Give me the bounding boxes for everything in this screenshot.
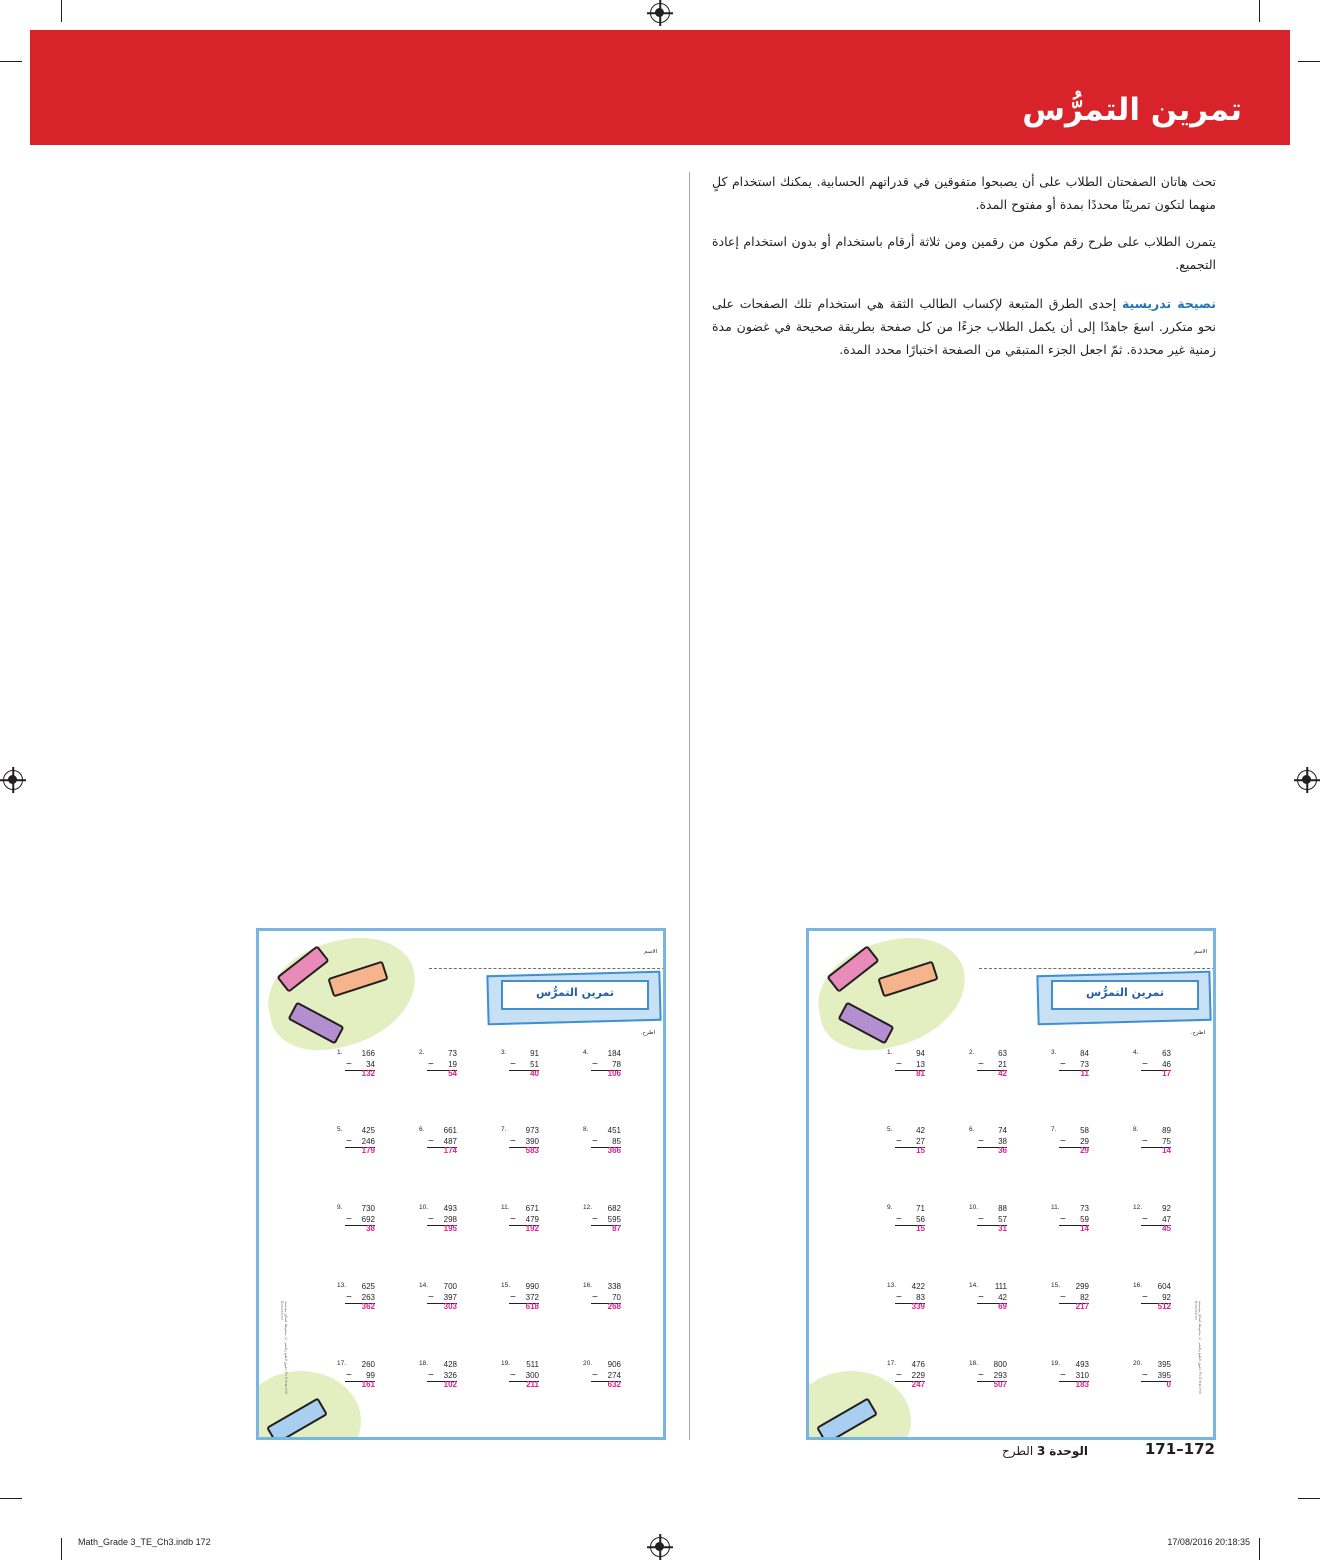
subtraction-problem	[1051, 1126, 1111, 1172]
name-line	[429, 959, 665, 969]
answer: 512	[1157, 1302, 1171, 1311]
minus-sign: −	[510, 1136, 516, 1147]
minus-sign: −	[346, 1136, 352, 1147]
minus-sign: −	[592, 1214, 598, 1225]
subtrahend: 27	[916, 1137, 925, 1146]
footer-unit-number: 3	[1037, 1444, 1046, 1458]
subtrahend: 229	[911, 1371, 925, 1380]
problem-number: 12.	[1133, 1204, 1143, 1211]
answer: 632	[607, 1380, 621, 1389]
subtrahend: 390	[525, 1137, 539, 1146]
minuend: 94	[916, 1049, 925, 1058]
minuend: 63	[998, 1049, 1007, 1058]
subtrahend: 42	[998, 1293, 1007, 1302]
footer-unit	[1002, 1444, 1088, 1458]
registration-mark-icon	[650, 3, 670, 23]
minus-sign: −	[1060, 1292, 1066, 1303]
subtraction-problem	[583, 1204, 643, 1250]
minus-sign: −	[896, 1214, 902, 1225]
subtraction-problem	[337, 1282, 397, 1328]
intro-paragraph-2: يتمرن الطلاب على طرح رقم مكون من رقمين ومن ثلاثة أرقام باستخدام أو بدون استخدام إعادة التجميع.	[712, 234, 1216, 272]
minuend: 92	[1162, 1204, 1171, 1213]
minuend: 493	[1075, 1360, 1089, 1369]
problem-number: 5.	[887, 1126, 893, 1133]
answer: 87	[612, 1224, 621, 1233]
footer-topic: الطرح	[1001, 1444, 1034, 1458]
minuend: 906	[607, 1360, 621, 1369]
answer: 40	[530, 1069, 539, 1078]
problem-number: 15.	[501, 1282, 511, 1289]
minus-sign: −	[346, 1292, 352, 1303]
minus-sign: −	[346, 1214, 352, 1225]
problem-number: 1.	[337, 1049, 343, 1056]
problem-number: 6.	[969, 1126, 975, 1133]
subtrahend: 78	[612, 1060, 621, 1069]
problem-number: 4.	[1133, 1049, 1139, 1056]
problem-number: 7.	[501, 1126, 507, 1133]
minuend: 63	[1162, 1049, 1171, 1058]
subtraction-problem	[337, 1126, 397, 1172]
intro-paragraph-1: تحث هاتان الصفحتان الطلاب على أن يصبحوا متفوقين في قدراتهم الحسابية. يمكنك استخدام كلٍ منهما لتكون تمرينًا محددًا بمدة أو مفتوح المدة.	[712, 174, 1216, 212]
problem-number: 13.	[337, 1282, 347, 1289]
subtrahend: 395	[1157, 1371, 1171, 1380]
crop-mark	[0, 1498, 22, 1499]
subtrahend: 19	[448, 1060, 457, 1069]
subtraction-problem	[969, 1126, 1029, 1172]
problem-number: 4.	[583, 1049, 589, 1056]
crop-mark	[1259, 0, 1260, 22]
minus-sign: −	[592, 1059, 598, 1070]
copyright-note: حقوق الطبع والنشر © محفوظة لصالح مؤسسة McGraw-Hill Education	[1194, 1301, 1202, 1395]
copyright-note: حقوق الطبع والنشر © محفوظة لصالح مؤسسة McGraw-Hill Education	[280, 1301, 288, 1395]
subtraction-problem	[583, 1126, 643, 1172]
minuend: 661	[443, 1126, 457, 1135]
answer: 179	[361, 1146, 375, 1155]
minus-sign: −	[1060, 1214, 1066, 1225]
subtraction-problem	[969, 1360, 1029, 1406]
problem-number: 11.	[501, 1204, 510, 1211]
subtrahend: 300	[525, 1371, 539, 1380]
subtrahend: 13	[916, 1060, 925, 1069]
minuend: 451	[607, 1126, 621, 1135]
subtrahend: 397	[443, 1293, 457, 1302]
answer: 247	[911, 1380, 925, 1389]
minus-sign: −	[896, 1059, 902, 1070]
minuend: 111	[994, 1282, 1007, 1291]
problem-number: 19.	[501, 1360, 511, 1367]
crop-mark	[1298, 1498, 1320, 1499]
subtrahend: 29	[1080, 1137, 1089, 1146]
problem-number: 10.	[969, 1204, 979, 1211]
answer: 339	[911, 1302, 925, 1311]
subtrahend: 75	[1162, 1137, 1171, 1146]
problem-number: 2.	[419, 1049, 425, 1056]
minuend: 338	[607, 1282, 621, 1291]
worksheet-title: تمرين التمرُّس	[1086, 986, 1164, 999]
subtrahend: 372	[525, 1293, 539, 1302]
answer: 14	[1080, 1224, 1089, 1233]
minus-sign: −	[978, 1136, 984, 1147]
problem-number: 3.	[1051, 1049, 1057, 1056]
answer: 15	[916, 1224, 925, 1233]
problem-number: 5.	[337, 1126, 343, 1133]
minuend: 425	[361, 1126, 375, 1135]
subtrahend: 83	[916, 1293, 925, 1302]
subtrahend: 82	[1080, 1293, 1089, 1302]
minus-sign: −	[1142, 1059, 1148, 1070]
minuend: 184	[607, 1049, 621, 1058]
subtraction-problem	[887, 1282, 947, 1328]
answer: 183	[1075, 1380, 1089, 1389]
answer: 45	[1162, 1224, 1171, 1233]
problem-number: 16.	[1133, 1282, 1143, 1289]
name-label: الاسم	[644, 949, 657, 955]
minuend: 730	[361, 1204, 375, 1213]
minuend: 973	[525, 1126, 539, 1135]
problem-number: 16.	[583, 1282, 593, 1289]
crop-mark	[0, 61, 22, 62]
subtraction-problem	[583, 1282, 643, 1328]
worksheet-thumbnail-right	[806, 928, 1216, 1440]
teaching-tip-text: إحدى الطرق المتبعة لإكساب الطالب الثقة هي استخدام تلك الصفحات على نحو متكرر. اسعَ جاهدًا إلى أن يكمل الطلاب جزءًا من كل صفحة بطريقة صحيحة في غضون مدة زمنية غير محددة. ثمّ اجعل الجزء المتبقي من الصفحة اختبارًا محدد المدة.	[712, 296, 1216, 357]
minus-sign: −	[510, 1214, 516, 1225]
minuend: 89	[1162, 1126, 1171, 1135]
subtraction-problem	[1133, 1049, 1193, 1095]
minus-sign: −	[1060, 1136, 1066, 1147]
subtraction-problem	[583, 1049, 643, 1095]
subtrahend: 34	[366, 1060, 375, 1069]
minuend: 511	[526, 1360, 539, 1369]
minus-sign: −	[428, 1214, 434, 1225]
answer: 362	[361, 1302, 375, 1311]
registration-mark-icon	[3, 770, 23, 790]
subtraction-problem	[337, 1204, 397, 1250]
minuend: 73	[1080, 1204, 1089, 1213]
problem-number: 20.	[583, 1360, 593, 1367]
problem-number: 1.	[887, 1049, 893, 1056]
problem-number: 12.	[583, 1204, 593, 1211]
subtraction-problem	[969, 1204, 1029, 1250]
subtrahend: 92	[1162, 1293, 1171, 1302]
answer: 29	[1080, 1146, 1089, 1155]
minus-sign: −	[978, 1214, 984, 1225]
problem-number: 8.	[583, 1126, 589, 1133]
page-title: تمرين التمرُّس	[1022, 92, 1242, 128]
subtrahend: 692	[361, 1215, 375, 1224]
subtrahend: 73	[1080, 1060, 1089, 1069]
minuend: 476	[911, 1360, 925, 1369]
minuend: 604	[1157, 1282, 1171, 1291]
answer: 14	[1162, 1146, 1171, 1155]
subtraction-problem	[1051, 1204, 1111, 1250]
minuend: 671	[525, 1204, 539, 1213]
subtrahend: 487	[443, 1137, 457, 1146]
subtrahend: 51	[530, 1060, 539, 1069]
subtrahend: 70	[612, 1293, 621, 1302]
minus-sign: −	[978, 1292, 984, 1303]
problem-number: 10.	[419, 1204, 429, 1211]
problem-number: 18.	[419, 1360, 429, 1367]
minuend: 682	[607, 1204, 621, 1213]
subtrahend: 56	[916, 1215, 925, 1224]
answer: 161	[361, 1380, 375, 1389]
answer: 366	[607, 1146, 621, 1155]
answer: 17	[1162, 1069, 1171, 1078]
minus-sign: −	[978, 1370, 984, 1381]
registration-mark-icon	[650, 1537, 670, 1557]
answer: 54	[448, 1069, 457, 1078]
answer: 195	[443, 1224, 457, 1233]
subtraction-problem	[887, 1126, 947, 1172]
answer: 38	[366, 1224, 375, 1233]
subtrahend: 21	[998, 1060, 1007, 1069]
minuend: 260	[361, 1360, 375, 1369]
problem-number: 2.	[969, 1049, 975, 1056]
problem-number: 14.	[969, 1282, 979, 1289]
subtraction-problem	[337, 1360, 397, 1406]
problem-number: 14.	[419, 1282, 429, 1289]
minus-sign: −	[428, 1292, 434, 1303]
subtrahend: 595	[607, 1215, 621, 1224]
subtraction-problem	[337, 1049, 397, 1095]
worksheet-instruction: اطرح.	[640, 1030, 655, 1036]
minus-sign: −	[346, 1059, 352, 1070]
answer: 69	[998, 1302, 1007, 1311]
teaching-tip	[712, 292, 1216, 361]
subtraction-problem	[1133, 1204, 1193, 1250]
subtrahend: 298	[443, 1215, 457, 1224]
minuend: 73	[448, 1049, 457, 1058]
answer: 36	[998, 1146, 1007, 1155]
answer: 106	[607, 1069, 621, 1078]
problem-number: 18.	[969, 1360, 979, 1367]
answer: 507	[993, 1380, 1007, 1389]
minus-sign: −	[1142, 1292, 1148, 1303]
minuend: 428	[443, 1360, 457, 1369]
subtraction-problem	[1051, 1282, 1111, 1328]
name-label: الاسم	[1194, 949, 1207, 955]
subtraction-problem	[1051, 1360, 1111, 1406]
minus-sign: −	[428, 1059, 434, 1070]
subtrahend: 46	[1162, 1060, 1171, 1069]
crop-mark	[1298, 61, 1320, 62]
problem-number: 13.	[887, 1282, 897, 1289]
minus-sign: −	[428, 1136, 434, 1147]
subtraction-problem	[501, 1126, 561, 1172]
minus-sign: −	[346, 1370, 352, 1381]
subtraction-problem	[1133, 1126, 1193, 1172]
answer: 132	[361, 1069, 375, 1078]
answer: 102	[443, 1380, 457, 1389]
problem-number: 9.	[887, 1204, 893, 1211]
subtrahend: 85	[612, 1137, 621, 1146]
problem-number: 8.	[1133, 1126, 1139, 1133]
subtraction-problem	[1051, 1049, 1111, 1095]
problem-number: 15.	[1051, 1282, 1061, 1289]
minus-sign: −	[1142, 1370, 1148, 1381]
minus-sign: −	[1060, 1059, 1066, 1070]
subtrahend: 293	[993, 1371, 1007, 1380]
crop-mark	[1259, 1538, 1260, 1560]
problem-number: 3.	[501, 1049, 507, 1056]
file-slug: Math_Grade 3_TE_Ch3.indb 172	[78, 1537, 211, 1547]
name-line	[979, 959, 1215, 969]
subtrahend: 310	[1075, 1371, 1089, 1380]
answer: 174	[443, 1146, 457, 1155]
problem-number: 20.	[1133, 1360, 1143, 1367]
minuend: 166	[361, 1049, 375, 1058]
problem-number: 17.	[887, 1360, 897, 1367]
minus-sign: −	[428, 1370, 434, 1381]
minuend: 58	[1080, 1126, 1089, 1135]
subtraction-problem	[887, 1049, 947, 1095]
answer: 81	[916, 1069, 925, 1078]
footer-unit-label: الوحدة	[1049, 1444, 1088, 1458]
page-numbers: 171–172	[1144, 1440, 1215, 1458]
problem-number: 17.	[337, 1360, 347, 1367]
subtrahend: 326	[443, 1371, 457, 1380]
column-divider	[689, 172, 690, 1440]
minuend: 91	[530, 1049, 539, 1058]
subtrahend: 38	[998, 1137, 1007, 1146]
subtrahend: 59	[1080, 1215, 1089, 1224]
problem-number: 9.	[337, 1204, 343, 1211]
minus-sign: −	[510, 1059, 516, 1070]
crop-mark	[61, 0, 62, 22]
minuend: 800	[993, 1360, 1007, 1369]
subtraction-problem	[583, 1360, 643, 1406]
subtraction-problem	[501, 1049, 561, 1095]
answer: 42	[998, 1069, 1007, 1078]
minus-sign: −	[896, 1370, 902, 1381]
minus-sign: −	[510, 1292, 516, 1303]
print-timestamp: 17/08/2016 20:18:35	[1167, 1537, 1250, 1547]
minuend: 493	[443, 1204, 457, 1213]
worksheet-title: تمرين التمرُّس	[536, 986, 614, 999]
minuend: 71	[916, 1204, 925, 1213]
minus-sign: −	[592, 1370, 598, 1381]
subtraction-problem	[887, 1360, 947, 1406]
minus-sign: −	[896, 1136, 902, 1147]
subtraction-problem	[501, 1282, 561, 1328]
answer: 618	[525, 1302, 539, 1311]
minus-sign: −	[510, 1370, 516, 1381]
minuend: 88	[998, 1204, 1007, 1213]
answer: 0	[1166, 1380, 1171, 1389]
minus-sign: −	[1142, 1214, 1148, 1225]
subtrahend: 47	[1162, 1215, 1171, 1224]
subtraction-problem	[887, 1204, 947, 1250]
minuend: 990	[525, 1282, 539, 1291]
minuend: 74	[998, 1126, 1007, 1135]
minus-sign: −	[592, 1136, 598, 1147]
subtrahend: 99	[366, 1371, 375, 1380]
minuend: 395	[1157, 1360, 1171, 1369]
answer: 211	[526, 1380, 539, 1389]
minus-sign: −	[978, 1059, 984, 1070]
subtraction-problem	[969, 1049, 1029, 1095]
crop-mark	[61, 1538, 62, 1560]
teaching-tip-label: نصيحة تدريسية	[1121, 296, 1216, 311]
minuend: 299	[1075, 1282, 1089, 1291]
answer: 303	[443, 1302, 457, 1311]
worksheet-instruction: اطرح.	[1190, 1030, 1205, 1036]
subtraction-problem	[969, 1282, 1029, 1328]
minuend: 422	[911, 1282, 925, 1291]
answer: 217	[1075, 1302, 1089, 1311]
problem-number: 7.	[1051, 1126, 1057, 1133]
answer: 268	[607, 1302, 621, 1311]
worksheet-thumbnail-left	[256, 928, 666, 1440]
minus-sign: −	[592, 1292, 598, 1303]
answer: 11	[1080, 1069, 1089, 1078]
subtrahend: 263	[361, 1293, 375, 1302]
answer: 583	[525, 1146, 539, 1155]
answer: 192	[525, 1224, 539, 1233]
subtrahend: 246	[361, 1137, 375, 1146]
minus-sign: −	[1142, 1136, 1148, 1147]
problem-number: 11.	[1051, 1204, 1060, 1211]
subtraction-problem	[1133, 1282, 1193, 1328]
subtraction-problem	[419, 1049, 479, 1095]
problem-number: 6.	[419, 1126, 425, 1133]
problem-number: 19.	[1051, 1360, 1061, 1367]
minuend: 84	[1080, 1049, 1089, 1058]
answer: 15	[916, 1146, 925, 1155]
minus-sign: −	[896, 1292, 902, 1303]
subtraction-problem	[501, 1204, 561, 1250]
subtraction-problem	[419, 1282, 479, 1328]
minuend: 625	[361, 1282, 375, 1291]
registration-mark-icon	[1297, 770, 1317, 790]
subtraction-problem	[419, 1204, 479, 1250]
subtrahend: 479	[525, 1215, 539, 1224]
subtrahend: 274	[607, 1371, 621, 1380]
subtraction-problem	[1133, 1360, 1193, 1406]
subtraction-problem	[419, 1126, 479, 1172]
minuend: 700	[443, 1282, 457, 1291]
answer: 31	[998, 1224, 1007, 1233]
subtraction-problem	[501, 1360, 561, 1406]
minuend: 42	[916, 1126, 925, 1135]
minus-sign: −	[1060, 1370, 1066, 1381]
subtraction-problem	[419, 1360, 479, 1406]
subtrahend: 57	[998, 1215, 1007, 1224]
